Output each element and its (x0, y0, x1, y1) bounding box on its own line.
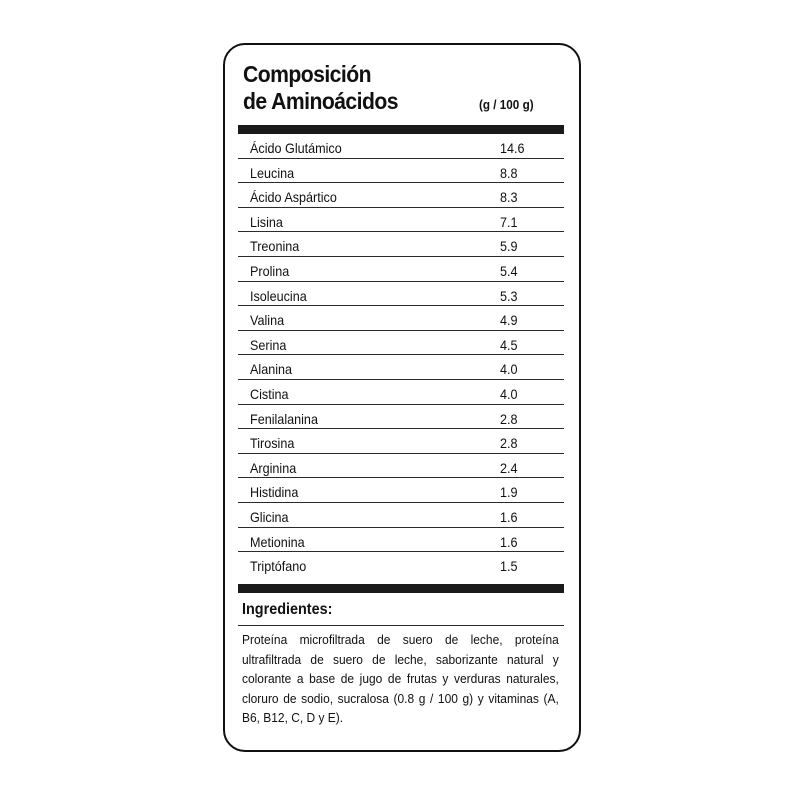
top-divider-bar (238, 125, 564, 134)
amino-acid-value: 14.6 (500, 140, 525, 156)
table-row (238, 552, 564, 577)
amino-acid-value: 4.0 (500, 385, 518, 402)
table-row (238, 159, 564, 184)
amino-acid-value: 1.9 (500, 484, 518, 501)
amino-acid-name: Tirosina (250, 435, 295, 452)
table-row (238, 331, 564, 356)
table-row (238, 478, 564, 503)
nutrition-label-panel (223, 43, 581, 752)
amino-acid-value: 5.9 (500, 238, 518, 255)
bottom-divider-bar (238, 584, 564, 593)
amino-acid-name: Glicina (250, 508, 289, 525)
amino-acid-value: 2.8 (500, 410, 518, 427)
amino-acid-value: 7.1 (500, 213, 518, 230)
title-line-1: Composición (243, 61, 371, 87)
table-row (238, 134, 564, 159)
amino-acid-name: Prolina (250, 262, 290, 279)
amino-acid-value: 8.3 (500, 189, 518, 206)
amino-acid-value: 1.6 (500, 533, 518, 550)
amino-acid-value: 4.5 (500, 336, 518, 353)
table-row (238, 454, 564, 479)
amino-acid-name: Ácido Aspártico (250, 189, 337, 206)
table-row (238, 405, 564, 430)
amino-acid-name: Valina (250, 312, 285, 329)
table-row (238, 306, 564, 331)
amino-acid-name: Treonina (250, 238, 300, 255)
amino-acid-name: Metionina (250, 533, 305, 550)
amino-acid-value: 5.3 (500, 287, 518, 304)
amino-acid-name: Alanina (250, 361, 293, 378)
table-row (238, 355, 564, 380)
ingredients-heading: Ingredientes: (242, 601, 333, 618)
label-title (243, 61, 398, 115)
table-row (238, 380, 564, 405)
table-row (238, 503, 564, 528)
amino-acid-name: Serina (250, 336, 287, 353)
amino-acid-value: 2.8 (500, 435, 518, 452)
amino-acid-table (238, 134, 564, 577)
amino-acid-value: 1.5 (500, 558, 518, 575)
amino-acid-value: 4.9 (500, 312, 518, 329)
unit-label: (g / 100 g) (479, 97, 534, 112)
amino-acid-value: 1.6 (500, 508, 518, 525)
amino-acid-name: Isoleucina (250, 287, 307, 304)
table-row (238, 528, 564, 553)
amino-acid-name: Fenilalanina (250, 410, 318, 427)
table-row (238, 257, 564, 282)
amino-acid-name: Ácido Glutámico (250, 140, 342, 156)
amino-acid-name: Leucina (250, 164, 295, 181)
amino-acid-value: 8.8 (500, 164, 518, 181)
amino-acid-name: Lisina (250, 213, 283, 230)
amino-acid-name: Triptófano (250, 558, 307, 575)
table-row (238, 208, 564, 233)
table-row (238, 232, 564, 257)
table-row (238, 183, 564, 208)
amino-acid-name: Arginina (250, 459, 297, 476)
amino-acid-value: 4.0 (500, 361, 518, 378)
table-row (238, 282, 564, 307)
ingredients-text: Proteína microfiltrada de suero de leche, proteína ultrafiltrada de suero de leche, saborizante natural y colorante a base de jugo de frutas y verduras naturales, cloruro de sodio, sucralosa (0.8 g / 100 g) y vitaminas (A, B6, B12, C, D y E). (242, 632, 559, 725)
amino-acid-value: 2.4 (500, 459, 518, 476)
title-line-2: de Aminoácidos (243, 88, 398, 114)
amino-acid-value: 5.4 (500, 262, 518, 279)
table-row (238, 429, 564, 454)
amino-acid-name: Histidina (250, 484, 299, 501)
amino-acid-name: Cistina (250, 385, 289, 402)
ingredients-divider (238, 625, 564, 626)
